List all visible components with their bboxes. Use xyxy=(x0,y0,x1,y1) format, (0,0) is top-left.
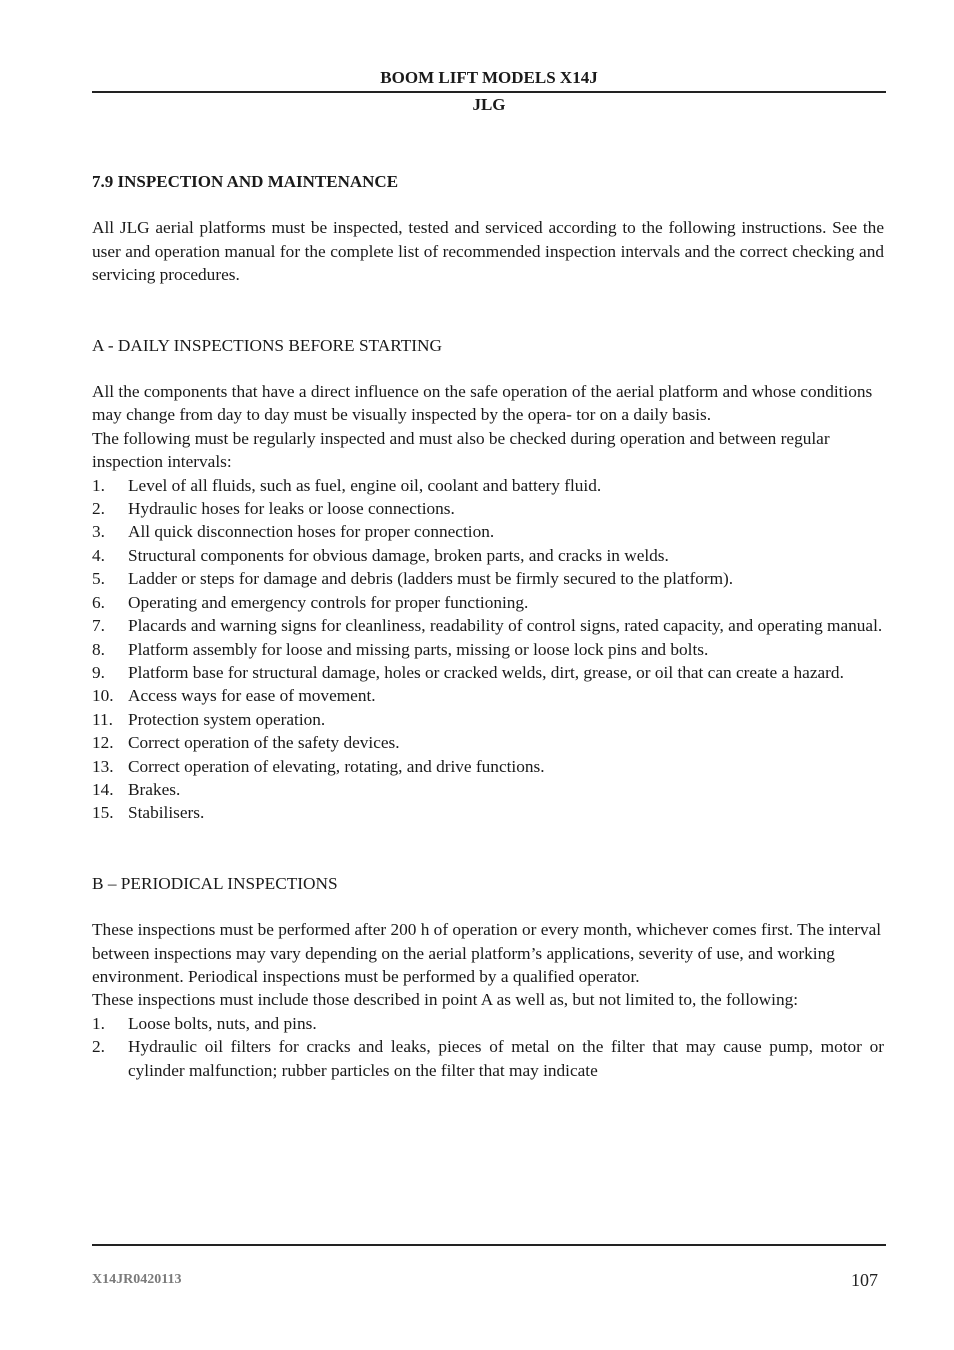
list-item: 1. Level of all fluids, such as fuel, engine oil, coolant and battery fluid. xyxy=(92,475,602,495)
periodic-paragraph-2: These inspections must include those described in point A as well as, but not limited to, the following: xyxy=(92,990,799,1010)
list-item: 9. Platform base for structural damage, holes or cracked welds, dirt, grease, or oil that can create a hazard. xyxy=(92,662,844,682)
list-item: 14. Brakes. xyxy=(92,779,181,799)
list-item: 12. Correct operation of the safety devices. xyxy=(92,733,400,753)
list-item: 7. Placards and warning signs for cleanliness, readability of control signs, rated capacity, and operating manual. xyxy=(92,616,883,636)
list-item: 10. Access ways for ease of movement. xyxy=(92,686,376,706)
document-code: X14JR0420113 xyxy=(92,1272,182,1287)
list-item: 8. Platform assembly for loose and missing parts, missing or loose lock pins and bolts. xyxy=(92,639,709,659)
list-item: 5. Ladder or steps for damage and debris (ladders must be firmly secured to the platform). xyxy=(92,569,734,589)
list-item: 2. Hydraulic hoses for leaks or loose connections. xyxy=(92,499,455,519)
periodic-inspections-title: B – PERIODICAL INSPECTIONS xyxy=(92,873,338,893)
header-rule xyxy=(92,91,886,93)
list-item: 13. Correct operation of elevating, rotating, and drive functions. xyxy=(92,756,545,776)
header-title: BOOM LIFT MODELS X14J xyxy=(380,68,598,87)
footer-rule xyxy=(92,1244,886,1246)
list-item: 3. All quick disconnection hoses for proper connection. xyxy=(92,522,495,542)
list-item: 1. Loose bolts, nuts, and pins. xyxy=(92,1013,317,1033)
list-item: 11. Protection system operation. xyxy=(92,709,326,729)
header-brand: JLG xyxy=(472,95,506,114)
list-item: 15. Stabilisers. xyxy=(92,803,205,823)
daily-paragraph-2: The following must be regularly inspected and must also be checked during operation and between regular inspection intervals: xyxy=(92,428,830,472)
list-item: 4. Structural components for obvious damage, broken parts, and cracks in welds. xyxy=(92,545,669,565)
daily-inspection-list xyxy=(92,474,884,825)
document-body xyxy=(92,170,884,1082)
list-item: 6. Operating and emergency controls for proper functioning. xyxy=(92,592,529,612)
periodic-inspection-list xyxy=(92,1012,884,1082)
daily-inspections-title: A - DAILY INSPECTIONS BEFORE STARTING xyxy=(92,335,442,355)
section-intro: All JLG aerial platforms must be inspected, tested and serviced according to the following instructions. See the user and operation manual for the complete list of recommended inspection intervals and the correct checking and servicing procedures. xyxy=(92,218,884,285)
daily-paragraph-1: All the components that have a direct influence on the safe operation of the aerial platform and whose conditions may change from day to day must be visually inspected by the opera- tor on a daily basis. xyxy=(92,382,873,425)
page-number: 107 xyxy=(851,1270,878,1290)
section-title: 7.9 INSPECTION AND MAINTENANCE xyxy=(92,172,399,191)
periodic-paragraph-1: These inspections must be performed after 200 h of operation or every month, whichever comes first. The interval between inspections may vary depending on the aerial platform’s applications, severity of use, and working environment. Periodical inspections must be performed by a qualified operator. xyxy=(92,920,882,986)
list-item: 2. Hydraulic oil filters for cracks and leaks, pieces of metal on the filter that may cause pump, motor or cylinder malfunction; rubber particles on the filter that may indicate xyxy=(92,1037,884,1080)
